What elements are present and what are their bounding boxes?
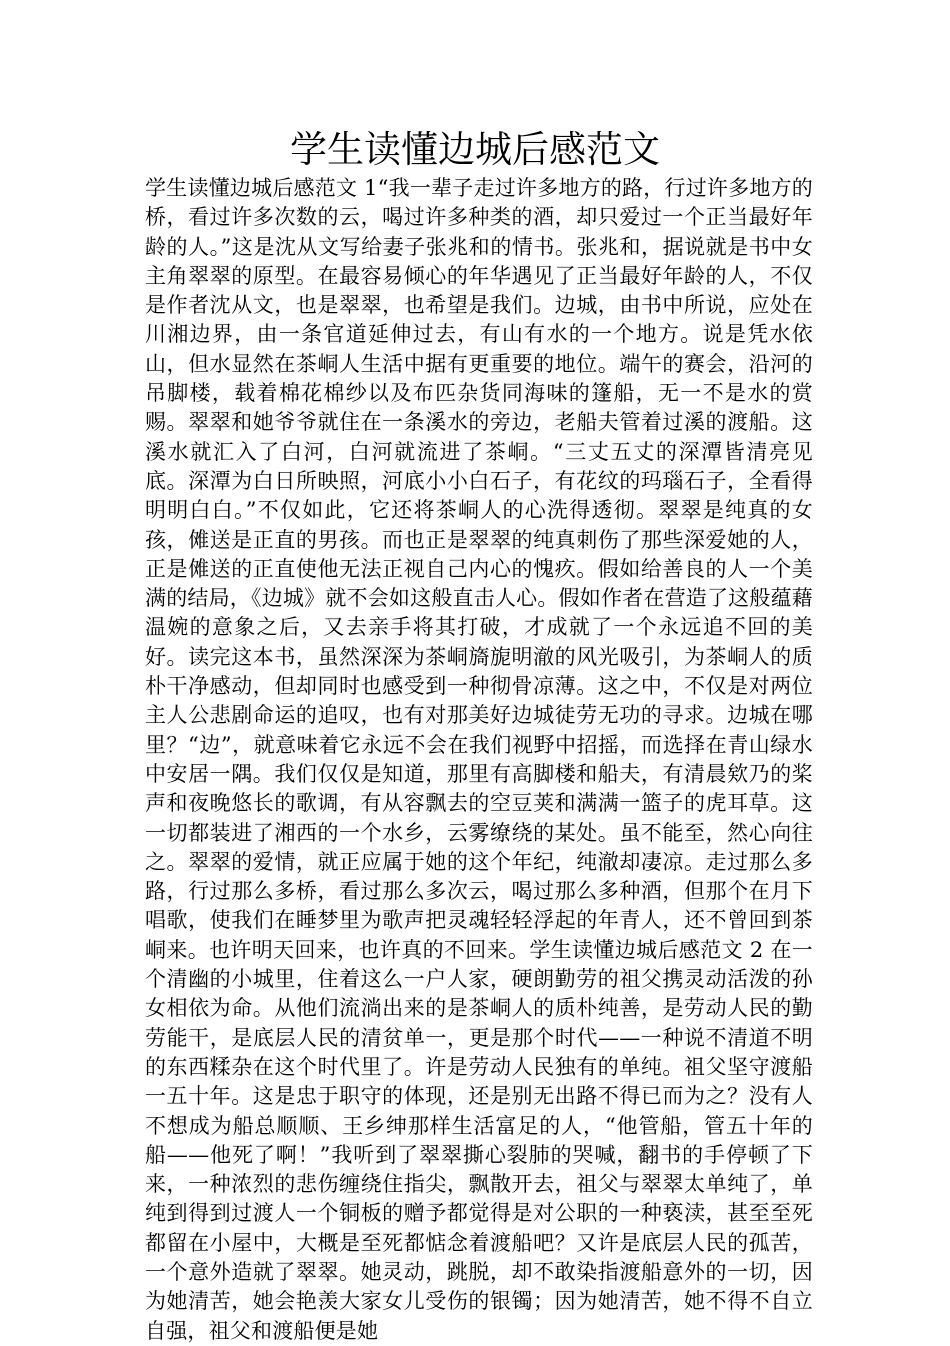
document-body-text: 学生读懂边城后感范文 1“我一辈子走过许多地方的路，行过许多地方的桥，看过许多次数的云，喝过许多种类的酒，却只爱过一个正当最好年龄的人。”这是沈从文写给妻子张兆和的情书。张兆和，据说就是书中女主角翠翠的原型。在最容易倾心的年华遇见了正当最好年龄的人，不仅是作者沈从文，也是翠翠，也希望是我们。边城，由书中所说，应处在川湘边界，由一条官道延伸过去，有山有水的一个地方。说是凭水依山，但水显然在茶峒人生活中据有更重要的地位。端午的赛会，沿河的吊脚楼，载着棉花棉纱以及布匹杂货同海味的篷船，无一不是水的赏赐。翠翠和她爷爷就住在一条溪水的旁边，老船夫管着过溪的渡船。这溪水就汇入了白河，白河就流进了茶峒。“三丈五丈的深潭皆清亮见底。深潭为白日所映照，河底小小白石子，有花纹的玛瑙石子，全看得明明白白。”不仅如此，它还将茶峒人的心洗得透彻。翠翠是纯真的女孩，傩送是正直的男孩。而也正是翠翠的纯真刺伤了那些深爱她的人，正是傩送的正直使他无法正视自己内心的愧疚。假如给善良的人一个美满的结局，《边城》就不会如这般直击人心。假如作者在营造了这般蕴藉温婉的意象之后，又去亲手将其打破，才成就了一个永远追不回的美好。读完这本书，虽然深深为茶峒旖旎明澈的风光吸引，为茶峒人的质朴干净感动，但却同时也感受到一种彻骨凉薄。这之中，不仅是对两位主人公悲剧命运的追叹，也有对那美好边城徒劳无功的寻求。边城在哪里？“边”，就意味着它永远不会在我们视野中招摇，而选择在青山绿水中安居一隅。我们仅仅是知道，那里有高脚楼和船夫，有清晨欸乃的桨声和夜晚悠长的歌调，有从容飘去的空豆荚和满满一篮子的虎耳草。这一切都装进了湘西的一个水乡，云雾缭绕的某处。虽不能至，然心向往之。翠翠的爱情，就正应属于她的这个年纪，纯澈却凄凉。走过那么多路，行过那么多桥，看过那么多次云，喝过那么多种酒，但那个在月下唱歌，使我们在睡梦里为歌声把灵魂轻轻浮起的年青人，还不曾回到茶峒来。也许明天回来，也许真的不回来。学生读懂边城后感范文 2 在一个清幽的小城里，住着这么一户人家，硬朗勤劳的祖父携灵动活泼的孙女相依为命。从他们流淌出来的是茶峒人的质朴纯善，是劳动人民的勤劳能干，是底层人民的清贫单一，更是那个时代——一种说不清道不明的东西糅杂在这个时代里了。许是劳动人民独有的单纯。祖父坚守渡船一五十年。这是忠于职守的体现，还是别无出路不得已而为之？没有人不想成为船总顺顺、王乡绅那样生活富足的人，“他管船，管五十年的船——他死了啊！”我听到了翠翠撕心裂肺的哭喊，翻书的手停顿了下来，一种浓烈的悲伤缠绕住指尖，飘散开去，祖父与翠翠太单纯了，单纯到得到过渡人一个铜板的赠予都觉得是对公职的一种亵渎，甚至至死都留在小屋中，大概是至死都惦念着渡船吧？又许是底层人民的孤苦，一个意外造就了翠翠。她灵动，跳脱，却不敢染指渡船意外的一切，因为她清苦，她会艳羡大家女儿受伤的银镯；因为她清苦，她不得不自立自强，祖父和渡船便是她 — [145, 176, 813, 1343]
document-title: 学生读懂边城后感范文 — [290, 128, 660, 171]
